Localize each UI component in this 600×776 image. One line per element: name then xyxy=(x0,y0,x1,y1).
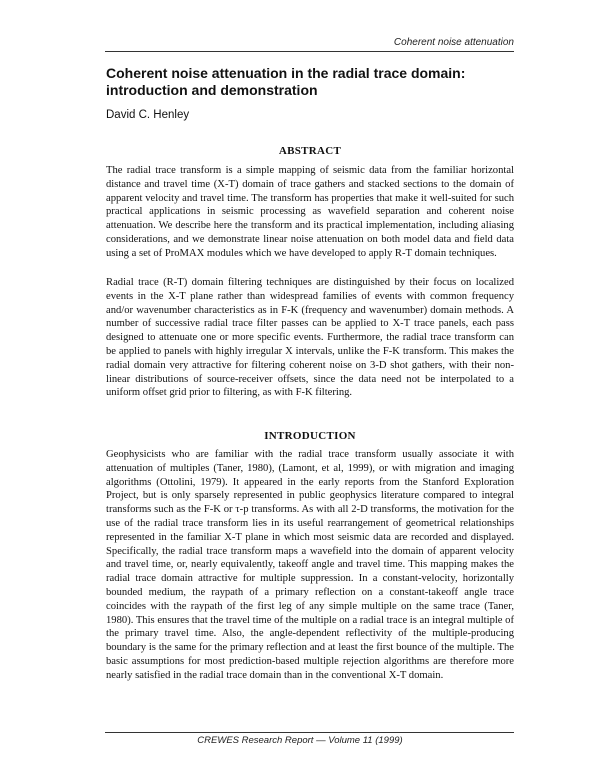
abstract-paragraph-1: The radial trace transform is a simple mapping of seismic data from the familiar horizontal distance and travel time (X-T) domain of trace gathers and stacked sections to the domain of apparent velocity and travel time. The transform has properties that make it well-suited for such practical applications in seismic processing as wavefield separation and coherent noise attenuation. We describe here the transform and its practical implementation, including aliasing considerations, and we demonstrate linear noise attenuation on both model data and field data using a set of ProMAX modules which we have developed to apply R-T domain techniques. xyxy=(106,165,514,259)
author-name: David C. Henley xyxy=(106,109,190,121)
paper-title-line-1: Coherent noise attenuation in the radial trace domain: xyxy=(106,65,466,81)
footer-rule xyxy=(105,732,514,733)
introduction-paragraph-1: Geophysicists who are familiar with the radial trace transform usually associate it with attenuation of multiples (Taner, 1980), (Lamont, et al, 1999), or with migration and imaging algorithms (Ottolini, 1979). It appeared in the early reports from the Stanford Exploration Project, but is only sparsely represented in public geophysics literature compared to integral transforms such as the F-K or τ-p transforms. As with all 2-D transforms, the motivation for the use of the radial trace transform lies in its useful rearrangement of geometrical relationships represented in the familiar X-T plane in which most seismic data are recorded and displayed. Specifically, the radial trace transform maps a wavefield into the domain of apparent velocity and travel time, or, nearly equivalently, takeoff angle and travel time. This mapping makes the radial trace domain attractive for multiple suppression. In a constant-velocity, horizontally bounded medium, the raypath of a primary reflection on a constant-takeoff angle trace coincides with the raypath of the first leg of any simple multiple on the same trace (Taner, 1980). This ensures that the travel time of the multiple on a radial trace is an integral multiple of the primary travel time. Also, the angle-dependent reflectivity of the multiple-producing boundary is the same for the primary reflection and at least the first bounce of the multiple. The basic assumptions for most prediction-based multiple rejection algorithms are therefore more nearly satisfied in the radial trace domain than in the conventional X-T domain. xyxy=(106,449,514,681)
abstract-paragraph-2: Radial trace (R-T) domain filtering techniques are distinguished by their focus on localized events in the X-T plane rather than widespread families of events with common frequency and/or wavenumber characteristics as in F-K (frequency and wavenumber) domain methods. A number of successive radial trace filter passes can be applied to X-T trace panels, each pass designed to attenuate one or more specific events. Furthermore, the radial trace transform can be applied to panels with highly irregular X intervals, unlike the F-K transform. This makes the radial domain very attractive for filtering coherent noise on 3-D shot gathers, with their non-linear distributions of source-receiver offsets, since the data need not be interpolated to a uniform offset grid prior to filtering, as with F-K filtering. xyxy=(106,277,514,399)
paper-title-line-2: introduction and demonstration xyxy=(106,82,318,98)
paper-title xyxy=(106,65,526,99)
header-rule xyxy=(105,51,514,52)
abstract-heading: ABSTRACT xyxy=(278,145,342,157)
running-header: Coherent noise attenuation xyxy=(393,37,514,48)
introduction-heading: INTRODUCTION xyxy=(264,430,356,442)
running-footer: CREWES Research Report — Volume 11 (1999) xyxy=(197,735,403,746)
